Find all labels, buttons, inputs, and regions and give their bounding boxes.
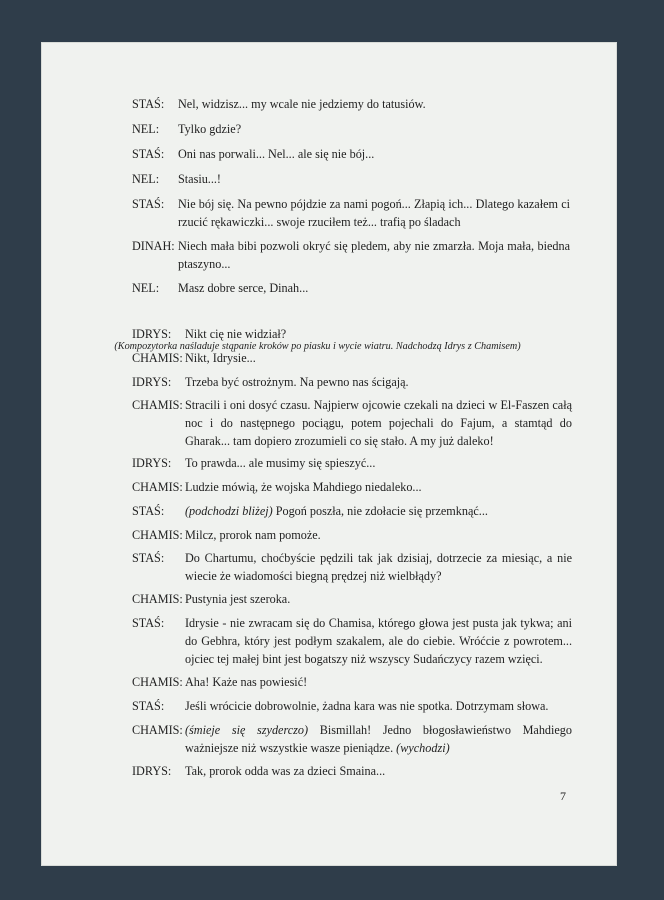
speaker-name: STAŚ: bbox=[132, 616, 165, 630]
stage-direction-inline: (śmieje się szyderczo) bbox=[185, 723, 309, 737]
dialogue-text-part: Bismillah! Jedno błogosławieństwo Mahdiego ważniejsze niż wszystkie wasze pieniądze. bbox=[185, 723, 572, 755]
dialogue-text: Nikt cię nie widział? bbox=[185, 327, 287, 341]
script-page bbox=[42, 43, 616, 865]
speaker-name: CHAMIS: bbox=[132, 592, 183, 606]
dialogue-text: Idrysie - nie zwracam się do Chamisa, którego głowa jest pusta jak tykwa; ani do Gebhra, który jest podłym szakalem, ale do ciebie. Wróćcie z powrotem... ojciec tej małej bint jest bogatszy niż wszyscy Sudańczycy razem wzięci. bbox=[185, 616, 572, 666]
dialogue-text: Pustynia jest szeroka. bbox=[185, 592, 291, 606]
speaker-name: STAŚ: bbox=[132, 504, 165, 518]
dialogue-text bbox=[185, 721, 572, 757]
speaker-name: STAŚ: bbox=[132, 197, 165, 211]
dialogue-text: Nikt, Idrysie... bbox=[185, 351, 256, 365]
speaker-name: STAŚ: bbox=[132, 699, 165, 713]
dialogue-text bbox=[185, 502, 488, 520]
stage-direction-inline: (wychodzi) bbox=[396, 741, 450, 755]
speaker-name: IDRYS: bbox=[132, 327, 172, 341]
dialogue-text: Aha! Każe nas powiesić! bbox=[185, 675, 308, 689]
speaker-name: IDRYS: bbox=[132, 456, 172, 470]
speaker-name: STAŚ: bbox=[132, 147, 165, 161]
speaker-name: NEL: bbox=[132, 281, 160, 295]
speaker-name: IDRYS: bbox=[132, 764, 172, 778]
speaker-name: NEL: bbox=[132, 172, 160, 186]
speaker-name: STAŚ: bbox=[132, 551, 165, 565]
speaker-name: CHAMIS: bbox=[132, 398, 183, 412]
dialogue-text: Jeśli wrócicie dobrowolnie, żadna kara was nie spotka. Dotrzymam słowa. bbox=[185, 699, 549, 713]
dialogue-text: Stracili i oni dosyć czasu. Najpierw ojcowie czekali na dzieci w El-Faszen całą noc i do następnego pociągu, potem pojechali do Fajum, a stamtąd do Gharak... tam dopiero zrozumieli co się stało. A my już daleko! bbox=[185, 398, 572, 448]
speaker-name: DINAH: bbox=[132, 239, 175, 253]
speaker-name: NEL: bbox=[132, 122, 160, 136]
speaker-name: CHAMIS: bbox=[132, 723, 183, 737]
dialogue-text: Tylko gdzie? bbox=[178, 122, 242, 136]
speaker-name: CHAMIS: bbox=[132, 675, 183, 689]
dialogue-text: Nel, widzisz... my wcale nie jedziemy do tatusiów. bbox=[178, 97, 426, 111]
stage-direction-inline: (podchodzi bliżej) bbox=[185, 504, 273, 518]
speaker-name: STAŚ: bbox=[132, 97, 165, 111]
dialogue-text: Masz dobre serce, Dinah... bbox=[178, 281, 309, 295]
speaker-name: IDRYS: bbox=[132, 375, 172, 389]
page-number: 7 bbox=[560, 789, 566, 803]
stage-direction: (Kompozytorka naśladuje stąpanie kroków po piasku i wycie wiatru. Nadchodzą Idrys z Chamisem) bbox=[114, 341, 521, 352]
dialogue-text: To prawda... ale musimy się spieszyć... bbox=[185, 456, 376, 470]
speaker-name: CHAMIS: bbox=[132, 351, 183, 365]
dialogue-text: Oni nas porwali... Nel... ale się nie bój... bbox=[178, 147, 375, 161]
dialogue-text: Stasiu...! bbox=[178, 172, 221, 186]
dialogue-text: Do Chartumu, choćbyście pędzili tak jak dzisiaj, dotrzecie za miesiąc, a nie wiecie że wiadomości biegną prędzej niż wielbłądy? bbox=[185, 551, 572, 583]
dialogue-text: Milcz, prorok nam pomoże. bbox=[185, 528, 321, 542]
dialogue-text: Ludzie mówią, że wojska Mahdiego niedaleko... bbox=[185, 480, 422, 494]
dialogue-text: Nie bój się. Na pewno pójdzie za nami pogoń... Złapią ich... Dlatego kazałem ci rzucić rękawiczki... swoje rzuciłem też... trafią po śladach bbox=[178, 197, 570, 229]
dialogue-text: Niech mała bibi pozwoli okryć się pledem, aby nie zmarzła. Moja mała, biedna ptaszyno... bbox=[178, 239, 570, 271]
speaker-name: CHAMIS: bbox=[132, 528, 183, 542]
dialogue-text: Tak, prorok odda was za dzieci Smaina... bbox=[185, 764, 386, 778]
speaker-name: CHAMIS: bbox=[132, 480, 183, 494]
dialogue-text-part: Pogoń poszła, nie zdołacie się przemknąć... bbox=[275, 504, 488, 518]
dialogue-text: Trzeba być ostrożnym. Na pewno nas ścigają. bbox=[185, 375, 409, 389]
